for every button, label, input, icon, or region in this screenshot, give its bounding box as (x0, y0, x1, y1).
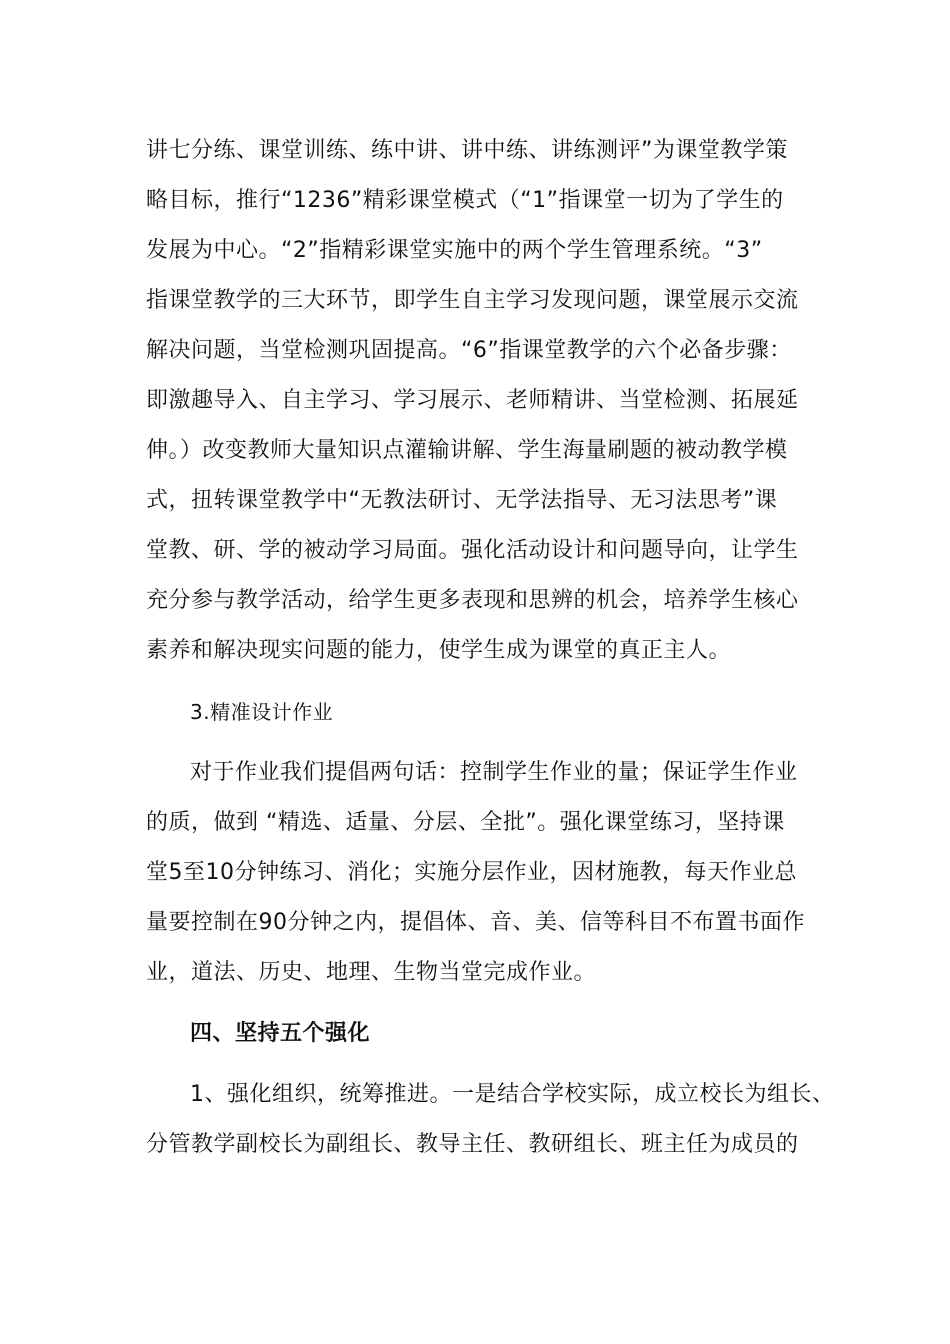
paragraph-line: 即激趣导入、自主学习、学习展示、老师精讲、当堂检测、拓展延 (146, 388, 799, 413)
paragraph-line: 堂5至10分钟练习、消化；实施分层作业，因材施教，每天作业总 (146, 860, 797, 885)
section-heading: 四、坚持五个强化 (190, 1021, 371, 1046)
paragraph-line: 量要控制在90分钟之内，提倡体、音、美、信等科目不布置书面作 (146, 910, 805, 935)
paragraph-line: 的质，做到 “精选、适量、分层、全批”。强化课堂练习，坚持课 (146, 810, 785, 835)
subheading: 3.精准设计作业 (190, 700, 334, 724)
paragraph-line: 业，道法、历史、地理、生物当堂完成作业。 (146, 960, 597, 985)
paragraph-line: 略目标，推行“1236”精彩课堂模式（“1”指课堂一切为了学生的 (146, 188, 784, 213)
paragraph-line: 1、强化组织，统筹推进。一是结合学校实际，成立校长为组长、 (190, 1082, 835, 1107)
paragraph-line: 伸。）改变教师大量知识点灌输讲解、学生海量刷题的被动教学模 (146, 438, 788, 463)
paragraph-line: 发展为中心。“2”指精彩课堂实施中的两个学生管理系统。“3” (146, 238, 763, 263)
paragraph-line: 素养和解决现实问题的能力，使学生成为课堂的真正主人。 (146, 638, 732, 663)
paragraph-line: 分管教学副校长为副组长、教导主任、教研组长、班主任为成员的 (146, 1132, 799, 1157)
paragraph-line: 指课堂教学的三大环节，即学生自主学习发现问题，课堂展示交流 (146, 288, 799, 313)
paragraph-line: 讲七分练、课堂训练、练中讲、讲中练、讲练测评”为课堂教学策 (146, 138, 788, 163)
paragraph-line: 式，扭转课堂教学中“无教法研讨、无学法指导、无习法思考”课 (146, 488, 778, 513)
paragraph-line: 充分参与教学活动，给学生更多表现和思辨的机会，培养学生核心 (146, 588, 799, 613)
paragraph-line: 解决问题，当堂检测巩固提高。“6”指课堂教学的六个必备步骤： (146, 338, 792, 363)
paragraph-line: 堂教、研、学的被动学习局面。强化活动设计和问题导向，让学生 (146, 538, 799, 563)
paragraph-line: 对于作业我们提倡两句话：控制学生作业的量；保证学生作业 (190, 760, 798, 785)
